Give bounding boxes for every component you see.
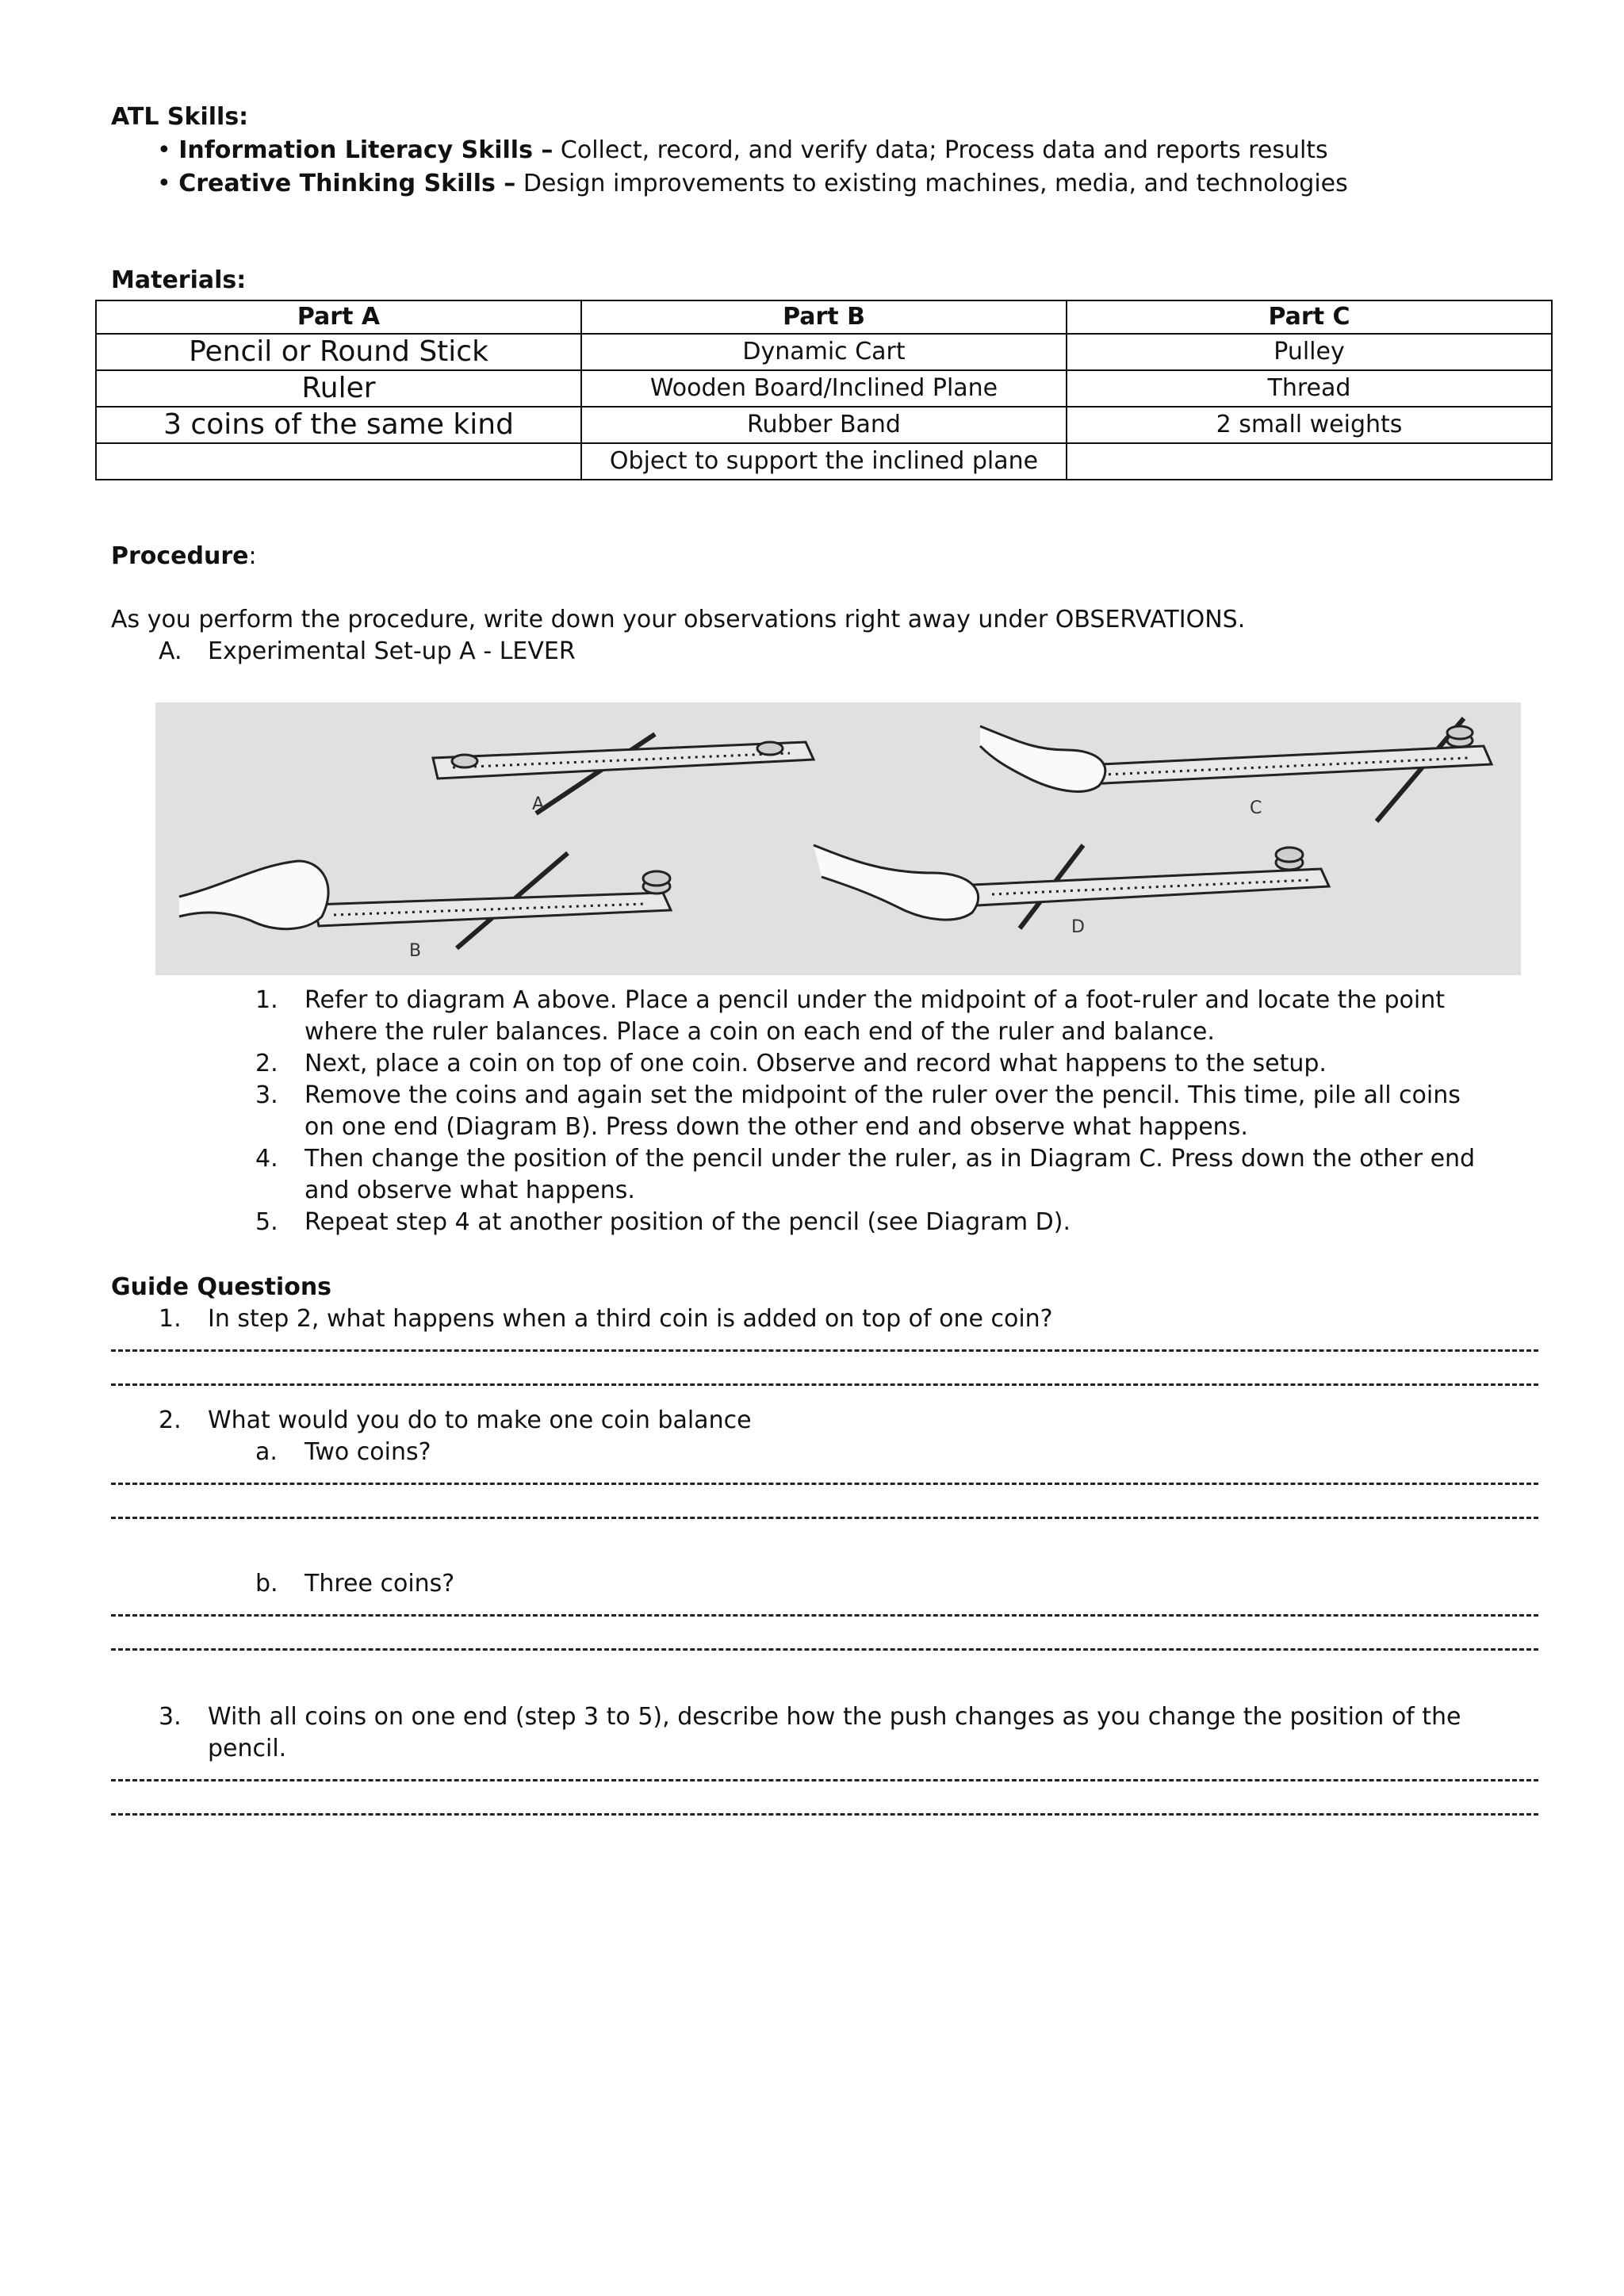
materials-table xyxy=(95,300,1553,480)
table-cell: Pulley xyxy=(1067,334,1552,370)
diagram-a xyxy=(433,734,814,813)
step-number: 4. xyxy=(255,1145,278,1173)
step-number: 3. xyxy=(255,1081,278,1109)
bullet-icon: • xyxy=(157,136,179,164)
question-number: 1. xyxy=(159,1305,182,1333)
diagram-label-c: C xyxy=(1250,798,1262,818)
subquestion-letter: a. xyxy=(255,1438,278,1466)
table-cell: Pencil or Round Stick xyxy=(96,334,581,370)
step-number: 5. xyxy=(255,1208,278,1236)
diagram-label-d: D xyxy=(1071,917,1085,937)
question-2: What would you do to make one coin balance xyxy=(208,1406,752,1434)
answer-line[interactable] xyxy=(111,1383,1538,1386)
materials-heading: Materials: xyxy=(111,266,247,294)
atl-item-1: • Information Literacy Skills – Collect, record, and verify data; Process data and reports results xyxy=(157,136,1328,164)
bullet-icon: • xyxy=(157,170,179,197)
diagram-b xyxy=(179,853,671,948)
step-text: Remove the coins and again set the midpoint of the ruler over the pencil. This time, pile all coins xyxy=(304,1081,1461,1109)
table-header: Part B xyxy=(581,300,1067,334)
subquestion-letter: b. xyxy=(255,1570,278,1598)
question-1: In step 2, what happens when a third coin is added on top of one coin? xyxy=(208,1305,1053,1333)
table-row xyxy=(96,407,1552,443)
table-cell xyxy=(1067,443,1552,480)
lever-diagram xyxy=(155,702,1521,975)
table-cell: Rubber Band xyxy=(581,407,1067,443)
question-number: 3. xyxy=(159,1703,182,1731)
table-header: Part C xyxy=(1067,300,1552,334)
question-3-line2: pencil. xyxy=(208,1735,287,1762)
question-2b: Three coins? xyxy=(304,1570,455,1598)
table-cell: Ruler xyxy=(96,370,581,407)
step-text: Then change the position of the pencil under the ruler, as in Diagram C. Press down the other end xyxy=(304,1145,1476,1173)
setup-label: Experimental Set-up A - LEVER xyxy=(208,637,576,665)
step-text: on one end (Diagram B). Press down the other end and observe what happens. xyxy=(304,1113,1248,1141)
step-text: Refer to diagram A above. Place a pencil under the midpoint of a foot-ruler and locate the point xyxy=(304,986,1445,1014)
table-cell: Dynamic Cart xyxy=(581,334,1067,370)
guide-heading: Guide Questions xyxy=(111,1273,332,1301)
step-text: Repeat step 4 at another position of the pencil (see Diagram D). xyxy=(304,1208,1071,1236)
step-text: where the ruler balances. Place a coin on each end of the ruler and balance. xyxy=(304,1018,1215,1046)
diagram-d xyxy=(814,845,1329,928)
table-cell: Thread xyxy=(1067,370,1552,407)
answer-line[interactable] xyxy=(111,1614,1538,1617)
diagram-c xyxy=(980,718,1492,821)
question-number: 2. xyxy=(159,1406,182,1434)
table-header-row xyxy=(96,300,1552,334)
answer-line[interactable] xyxy=(111,1648,1538,1651)
procedure-heading: Procedure: xyxy=(111,542,257,570)
atl-heading: ATL Skills: xyxy=(111,103,249,131)
step-number: 1. xyxy=(255,986,278,1014)
table-cell: Object to support the inclined plane xyxy=(581,443,1067,480)
answer-line[interactable] xyxy=(111,1813,1538,1816)
step-text: and observe what happens. xyxy=(304,1177,635,1204)
table-cell: 3 coins of the same kind xyxy=(96,407,581,443)
table-header: Part A xyxy=(96,300,581,334)
answer-line[interactable] xyxy=(111,1779,1538,1781)
table-row xyxy=(96,443,1552,480)
question-3-line1: With all coins on one end (step 3 to 5), describe how the push changes as you change the position of the xyxy=(208,1703,1461,1731)
table-cell xyxy=(96,443,581,480)
step-number: 2. xyxy=(255,1050,278,1077)
table-cell: 2 small weights xyxy=(1067,407,1552,443)
question-2a: Two coins? xyxy=(304,1438,431,1466)
answer-line[interactable] xyxy=(111,1483,1538,1485)
step-text: Next, place a coin on top of one coin. Observe and record what happens to the setup. xyxy=(304,1050,1327,1077)
table-row xyxy=(96,370,1552,407)
answer-line[interactable] xyxy=(111,1517,1538,1519)
atl-item-2: • Creative Thinking Skills – Design improvements to existing machines, media, and technologies xyxy=(157,170,1348,197)
procedure-intro: As you perform the procedure, write down your observations right away under OBSERVATIONS. xyxy=(111,606,1246,633)
table-row xyxy=(96,334,1552,370)
setup-letter: A. xyxy=(159,637,182,665)
diagram-label-b: B xyxy=(409,941,422,961)
diagram-label-a: A xyxy=(532,794,545,814)
table-cell: Wooden Board/Inclined Plane xyxy=(581,370,1067,407)
answer-line[interactable] xyxy=(111,1349,1538,1352)
